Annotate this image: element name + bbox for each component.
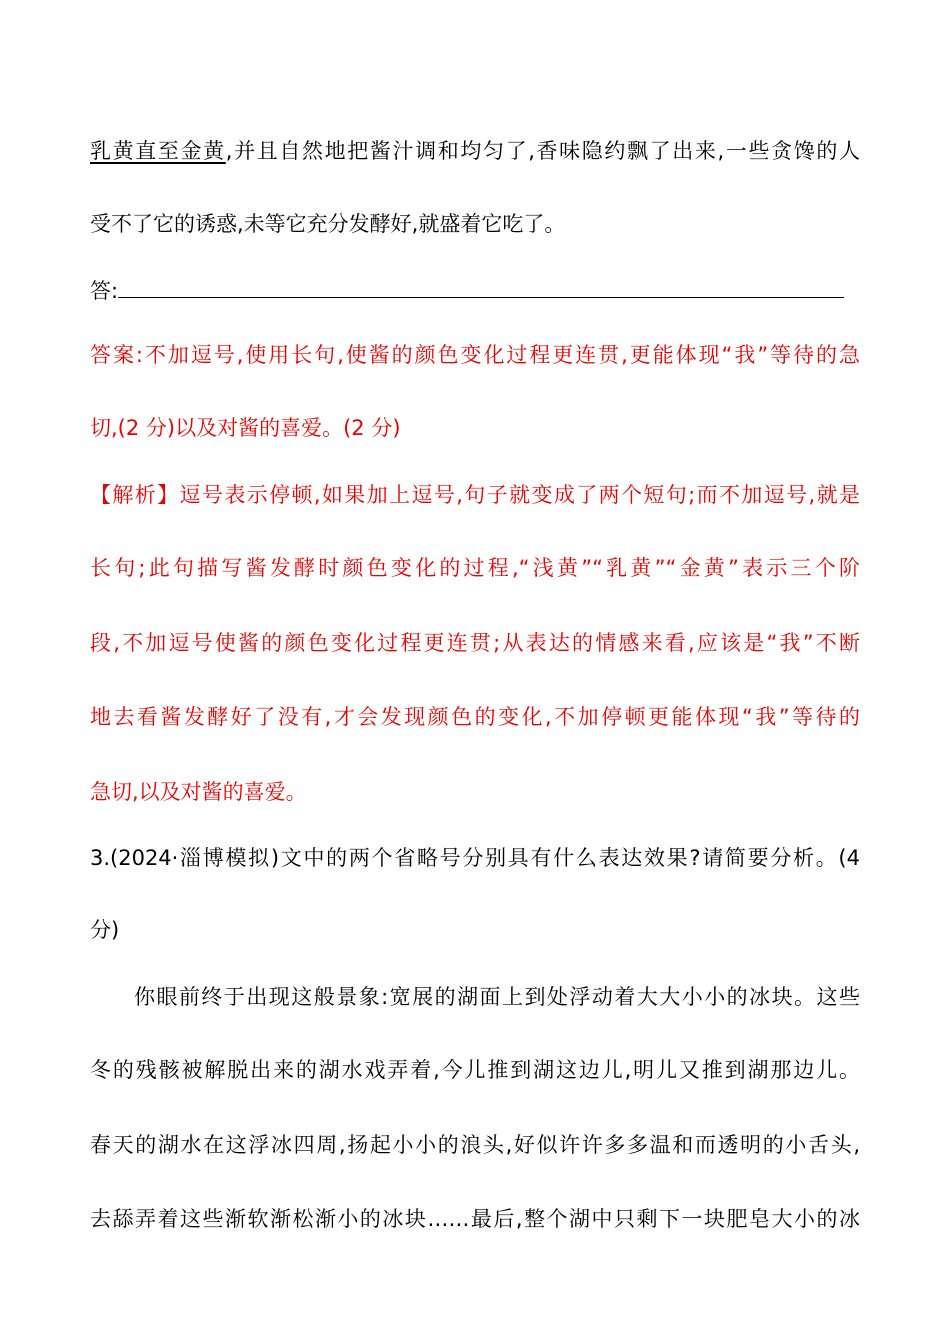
answer-blank [118, 275, 844, 298]
passage-line-4: 去舔弄着这些渐软渐松渐小的冰块……最后,整个湖中只剩下一块肥皂大小的冰 [90, 1207, 860, 1231]
passage-line-3: 春天的湖水在这浮冰四周,扬起小小的浪头,好似许许多多温和而透明的小舌头, [90, 1133, 860, 1157]
explanation-line-1: 【解析】逗号表示停顿,如果加上逗号,句子就变成了两个短句;而不加逗号,就是 [90, 483, 860, 507]
question-3-line-2: 分) [90, 918, 120, 942]
text-line-1 [90, 136, 860, 166]
explanation-line-4: 地去看酱发酵好了没有,才会发现颜色的变化,不加停顿更能体现“我”等待的 [90, 705, 860, 729]
underlined-phrase: 乳黄直至金黄 [90, 139, 226, 163]
explanation-line-3: 段,不加逗号使酱的颜色变化过程更连贯;从表达的情感来看,应该是“我”不断 [90, 631, 860, 655]
passage-line-2: 冬的残骸被解脱出来的湖水戏弄着,今儿推到湖这边儿,明儿又推到湖那边儿。 [90, 1058, 860, 1082]
answer-text-line-1: 答案:不加逗号,使用长句,使酱的颜色变化过程更连贯,更能体现“我”等待的急 [90, 343, 860, 367]
text-line-2: 受不了它的诱惑,未等它充分发酵好,就盛着它吃了。 [90, 212, 566, 236]
passage-line-1: 你眼前终于出现这般景象:宽展的湖面上到处浮动着大大小小的冰块。这些 [134, 985, 860, 1009]
text-line-1-rest: ,并且自然地把酱汁调和均匀了,香味隐约飘了出来,一些贪馋的人 [225, 139, 860, 163]
answer-line [90, 275, 860, 306]
question-3-line-1: 3.(2024·淄博模拟)文中的两个省略号分别具有什么表达效果?请简要分析。(4 [90, 846, 860, 870]
answer-text-line-2: 切,(2 分)以及对酱的喜爱。(2 分) [90, 416, 401, 440]
explanation-line-2: 长句;此句描写酱发酵时颜色变化的过程,“浅黄”“乳黄”“金黄”表示三个阶 [90, 556, 860, 580]
answer-prompt: 答: [90, 279, 119, 303]
explanation-line-5: 急切,以及对酱的喜爱。 [90, 780, 307, 804]
